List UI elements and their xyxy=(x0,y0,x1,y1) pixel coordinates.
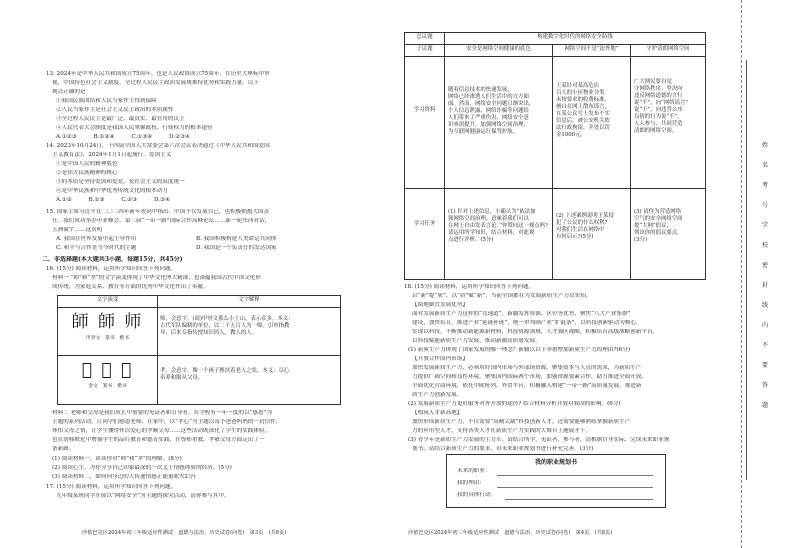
binding-char: 要 xyxy=(762,362,769,369)
career-plan-box xyxy=(446,454,666,508)
q13-choices: A.①②③ B.①②④ C.①③④ D.②③④ xyxy=(56,134,191,140)
material-2-line: 在某公众号上发布不实 xyxy=(556,111,610,117)
material-1-line: 个人信息泄露、网络诈骗等问题给 xyxy=(448,108,529,114)
material-1-line: 人们带来了严重伤害。网络安全意 xyxy=(448,115,529,121)
q18-para1-line1: 面对发展新质生产力这样的“竞速道”，新疆发挥资源、区位等优势，聚焦“八大产业集群” xyxy=(412,311,631,317)
binding-char: 名 xyxy=(762,162,769,169)
material-3-line: 人人参与、共同营造 xyxy=(634,121,683,127)
binding-char: 学 xyxy=(762,222,769,229)
shi-meaning-line1: 师，会意字。(商)甲骨文那么小土山，表示众多。本义： xyxy=(160,316,294,322)
material-3-line: 说“不”，向“网络谣言” xyxy=(634,100,689,106)
total-topic: 构建数字化时代的网络安全防线 xyxy=(445,33,705,45)
shi-glyphs: 師 師 师 xyxy=(71,312,144,332)
q18-stem: 18. (15分) 阅读材料，运用所学知识回答下列问题。 xyxy=(404,284,535,290)
q16-material2-line5: 条新路。 xyxy=(52,446,75,452)
q15-option-b: B. 我国积极构建人类命运共同体 xyxy=(196,236,277,242)
study-tasks-label: 学习任务 xyxy=(405,189,445,279)
q16-subquestion-1: (1) 阅读材料一，谈谈你对“师”和“孝”的理解。(8分) xyxy=(52,456,182,462)
task-cell-3 xyxy=(631,189,705,279)
material-1-line: 识亟需提升，加强网络空间治理、 xyxy=(448,122,529,128)
q18-intro: 以“新”提“质”，以“质”赋“新”，当前全国都在为发展新质生产力出实招。 xyxy=(412,293,592,299)
task-1-line: 在网上自由发表言论。”你赞同这一观点吗? xyxy=(448,223,548,229)
q16-material1-line2: 成传统，为家庭关系、教育等方面的优秀中华文化作出了奉献。 xyxy=(52,284,209,290)
binding-char: 姓 xyxy=(762,142,769,149)
xiao-script-labels: 金文 篆书 楷书 xyxy=(88,384,127,389)
xiao-meaning-line2: 奉养和服从父母。 xyxy=(160,375,204,381)
q18-para2-line3: 全面优化营商环境，依托中欧班列、外贸平台，积极融入构建“一带一路”高质量发展，推进新 xyxy=(412,383,642,389)
q18-subquestion-2: (2) 发展新质生产力更好服务对外开放的途径? 结合材料分析开放对我国的影响。(6分) xyxy=(408,401,621,407)
material-2-line: 未按要求的收费标准， xyxy=(556,97,610,103)
material-3-line: 守网络秩序、坚决向 xyxy=(634,86,683,92)
material-2-line: 王某针对某高危店 xyxy=(556,83,600,89)
xiao-glyph-cell xyxy=(58,356,158,404)
material-3-line: 违反网络道德的言行 xyxy=(634,93,683,99)
left-footer: 沙依巴克区2024年初三年级适应性测试 道德与法治、历史试卷(问卷) 第3页 (共8页) xyxy=(82,530,287,536)
task-cell-2 xyxy=(553,189,631,279)
q16-stem: 16. (15分) 阅读材料，运用所学知识回答下列问题。 xyxy=(46,266,177,272)
material-2-line: 百人的小区物业分类 xyxy=(556,90,605,96)
q13-option-1: ①我国民族团结和人民当家作主得到保障 xyxy=(56,98,157,104)
q16-material2-line3: 体悟父母之情，让学生懂得怀以爱心的孝顺父母……这些活动既深化了学生的实践体验， xyxy=(52,428,271,434)
binding-char: 考 xyxy=(762,182,769,189)
part2-title: 二、非选择题(本大题共3小题，每题15分，共45分) xyxy=(42,256,183,263)
binding-char: 校 xyxy=(762,242,769,249)
task-3-line: 提“大网”倡议， xyxy=(634,223,672,229)
binding-char: 内 xyxy=(762,322,769,329)
material-cell-2 xyxy=(553,57,631,189)
binding-char: 封 xyxy=(762,282,769,289)
q14-option-2: ②是伟大民族精神的核心 xyxy=(56,170,118,176)
q18-para1-line2: 建设，加快培育，推进产业“延链补链”，统一审判制产业“扩链条”，以科技创新驱动为核心， xyxy=(412,320,642,326)
q16-subquestion-2: (2) 阅读心生，为你分享自己印象最深的一次关于情感体验的经历。(5分) xyxy=(52,465,232,471)
task-1-line: 强网络空间治理，意味着我们可以 xyxy=(448,216,529,222)
q15-stem-line3: 五洲寰宇……这表明 xyxy=(52,227,103,233)
career-plan-reason-line[interactable] xyxy=(497,487,653,488)
task-1-line: 请运用所学知识，结合材料，对此观 xyxy=(448,230,535,236)
binding-char: 题 xyxy=(762,402,769,409)
q18-subquestion-3: (3) 青少年是新质生产力发展的主力军。请结合所学，见证者，参与者，请根据自身实际，完成未来职业规 xyxy=(408,437,670,443)
q18-para2-line2: 力提供广阔空间和良性环境。聚集国内国际两个市场，加强资源要素合作，助力推进全面开放， xyxy=(412,374,647,380)
material-2-line: 金1000元。 xyxy=(556,132,586,138)
sub-topic-label: 子议题 xyxy=(405,45,445,57)
xiao-meaning-line1: 孝，会意字。像一个孩子搀扶着老人之状。本义：尽心 xyxy=(160,368,290,374)
binding-char: 线 xyxy=(762,302,769,309)
q16-material2-line1: 材料二 老师和父母是我们成长中重要的见证者和引导者。在学校有一年一度的以“感恩”为 xyxy=(52,410,273,416)
xiao-glyphs: 𦒵 孝 孝 xyxy=(81,360,134,380)
sub-topic-1: 安全是网络空间健康的底色 xyxy=(445,45,553,57)
q15-option-d: D. 我国是一个负责任的发达国家 xyxy=(196,245,277,251)
q18-para2-line4: 质生产力创新发展。 xyxy=(412,392,463,398)
table-header-meaning: 文字解释 xyxy=(158,296,340,308)
q14-option-3: ③的本质是坚持爱国和爱党、爱社会主义的高度统一 xyxy=(56,179,185,185)
material-3-line: 广大网民要自觉 xyxy=(634,79,672,85)
task-1-line: 点进行评析。(5分) xyxy=(448,237,494,243)
q16-material1-line1: 材料一 “师”和“孝”的文字演变体现了中华文化博大精深，也深蕴我国古代中国文化形 xyxy=(52,275,261,281)
q14-stem-line1: 14. 2023年10月24日，十四届全国人大常委会第六次会议表决通过《中华人民共和国爱国 xyxy=(46,143,270,149)
q15-stem-line2: 任。我们成功举办中亚峰会、第三届“一带一路”国际合作高峰论坛……新一轮东西对话， xyxy=(52,218,271,224)
q18-para3-line2: 力的应用型人才，支持各类人才在新质生产力实践的大舞台上施展才干。 xyxy=(412,428,592,434)
binding-char: 不 xyxy=(762,342,769,349)
q13-stem-line3: 观点正确的是 xyxy=(52,89,86,95)
q18-para1-line4: 以科技赋能新质生产力发展，推动新疆高质量发展。 xyxy=(412,338,541,344)
binding-char: 答 xyxy=(762,382,769,389)
binding-labels xyxy=(756,0,786,548)
q16-material2-line4: 也在潜移默化中增强学生的品行教育和德育实践，在尊师重教、孝敬父母方面走出了一 xyxy=(52,437,265,443)
q13-option-2: ②人民当家作主是社会主义民主政治的本质属性 xyxy=(56,107,174,113)
xiao-meaning-cell xyxy=(158,356,340,404)
binding-char: 密 xyxy=(762,262,769,269)
right-page xyxy=(398,0,794,548)
task-2-line: 犯了公民的什么权利? xyxy=(556,220,608,226)
q15-option-c: C. 和平与合作是当今时代的主题 xyxy=(56,245,137,251)
q17-stem: 17. (15分) 阅读材料，运用所学知识回答下列问题。 xyxy=(46,484,177,490)
shi-meaning-line2: 古代军队编制的单位，以二千五百人为一师。引申指教 xyxy=(160,323,290,329)
material-3-line: 清朗的网络空间。 xyxy=(634,128,678,134)
sub-topic-2: 网络空间不是“法外地” xyxy=(553,45,631,57)
word-evolution-table xyxy=(57,295,341,405)
right-footer: 沙依巴克区2024年初三年级适应性测试 道德与法治、历史试卷(问卷) 第4页 (共8页) xyxy=(408,530,613,536)
shi-glyph-cell xyxy=(58,308,158,356)
sub-topic-3: 守护清朗网络空间 xyxy=(631,45,705,57)
task-3-line: 空气的安全网络空间 xyxy=(634,216,683,222)
task-cell-1 xyxy=(445,189,553,279)
q18-para2-line1: 加快发展新质生产力，必须用好国内市场与外部场资源，聚集资本与人员的需求，为新质生产 xyxy=(412,365,642,371)
binding-char: 号 xyxy=(762,202,769,209)
material-3-line: 良俗的行为说“不”。 xyxy=(634,114,683,120)
q16-subquestion-3: (3) 阅读材料二，如何向身边的人传递情感正能量呢?(2分) xyxy=(52,474,196,480)
q18-tag-2: 【开放合作国内市场】 xyxy=(412,356,468,362)
q18-subquestion-1: (1) 新质生产力体现了国家发展的哪一理念？新疆以以下举措增加新质生产力的理由?(6分) xyxy=(408,347,631,353)
q15-option-a: A. 我国在世界发展中起主导作用 xyxy=(56,236,137,242)
material-1-line: 网络已经渗透人们生活中的方方面 xyxy=(448,94,529,100)
binding-rule xyxy=(746,60,747,480)
career-plan-action-label: 我的具体行动： xyxy=(457,492,497,498)
table-header-chars: 文字演变 xyxy=(58,296,158,308)
q18-para3-line1: 加快形成新质生产力，不仅需要“高精尖缺”科技创新人才，还需要能够熟练掌握新质生产 xyxy=(412,419,631,425)
task-3-line: (3分) xyxy=(634,237,648,243)
task-2-line: (2) 上述案例说明王某侵 xyxy=(556,213,614,219)
study-materials-label: 学习资料 xyxy=(405,57,445,189)
career-plan-job-line[interactable] xyxy=(497,475,653,476)
shi-meaning-line3: 导，后来专指传授知识的人，教人的人。 xyxy=(160,330,258,336)
career-plan-title: 我的职业规划书 xyxy=(534,459,577,466)
career-plan-action-line[interactable] xyxy=(505,499,653,500)
q14-stem-line2: 主义教育法》，2024年1月1日起施行。爱国主义 xyxy=(52,152,172,158)
q14-choices: A.①② B.①③ C.②③ D.③④ xyxy=(56,197,171,203)
q14-option-4: ④是中华民族和中华优秀传统文化的根本动力 xyxy=(56,188,168,194)
q18-subquestion-3b: 划书，请结合新质生产力的要求，对未来职业规划书进行补充完善。(3分) xyxy=(412,446,594,452)
task-1-line: (1) 针对上述信息，小霸认为“依法加 xyxy=(448,209,536,215)
q13-stem-line2: 视，中国特色社会主义制度，全过程人民民主政治发展规推特优势和实践力量。以下 xyxy=(52,80,259,86)
shi-meaning-cell xyxy=(158,308,340,356)
material-1-line: 随着信息技术的快速发展， xyxy=(448,87,513,93)
material-3-line: 说“不”，向违背公序 xyxy=(634,107,683,113)
q13-option-3: ③全过程人民民主是最广泛、最真实、最管用的民主 xyxy=(56,116,185,122)
shi-script-labels: 甲骨文 篆书 楷书 xyxy=(85,336,130,341)
q15-stem-line1: 15. 国家主席习近平在二〇二四年新年贺词中指出：中国不仅发展自己，也积极拥抱大国责 xyxy=(46,209,270,215)
career-plan-reason-label: 我的理由： xyxy=(457,480,485,486)
task-3-line: (3) 请你为营造网络 xyxy=(634,209,682,215)
q14-option-1: ①是中国人民的精神底色 xyxy=(56,161,118,167)
binding-strip xyxy=(741,0,794,548)
q18-tag-1: 【阅地制宜发展优势】 xyxy=(412,302,468,308)
material-2-line: 法行政拘留，并处以罚 xyxy=(556,125,610,131)
material-2-line: 擅自在网上散布谣言， xyxy=(556,104,610,110)
task-2-line: 有何启示?(5分) xyxy=(556,234,594,240)
q18-para1-line3: 实现以科技，不断推动新能源新材料，科技资源领域，人才强区战略，积极培育高级战略创新平台， xyxy=(412,329,659,335)
q18-tag-3: 【构筑人才新高地】 xyxy=(412,410,463,416)
network-security-table xyxy=(404,32,706,280)
task-2-line: 对我们生活在网络中 xyxy=(556,227,605,233)
q16-material2-line2: 主题的系列活动，让同学们感恩老师；在家中，以“孝心”为主题以寄予爸爸妈妈的一封信件， xyxy=(52,419,282,425)
material-cell-1 xyxy=(445,57,553,189)
q13-stem-line1: 13. 2024年是中华人民共和国成立75周年。也是人民政协成立75周年。在历史大座标中审 xyxy=(46,71,270,77)
material-1-line: 面。然而，网络安全问题日渐突出， xyxy=(448,101,535,107)
total-topic-label: 总议题 xyxy=(405,33,445,45)
q17-intro: 九年级某班同学开展以“网络安全”为主题的探究活动，请你参与其中。 xyxy=(56,493,230,499)
career-plan-job-label: 未来的职业： xyxy=(457,468,491,474)
material-cell-3 xyxy=(631,57,705,189)
material-1-line: 为互联网健康运行保驾护航。 xyxy=(448,129,519,135)
q13-option-4: ④人民代表大会制度是我国人民掌握政权、行使权力的根本途径 xyxy=(56,125,213,131)
material-2-line: 信息后，被公安机关依 xyxy=(556,118,610,124)
task-3-line: 列出你的倡议要点。 xyxy=(634,230,683,236)
